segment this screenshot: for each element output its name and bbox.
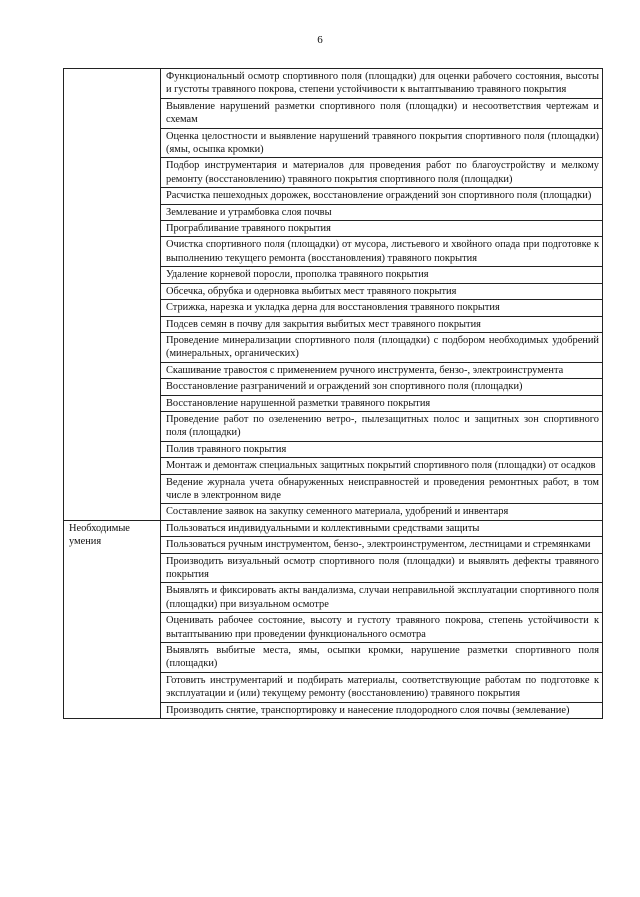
labor-action-text: Обсечка, обрубка и одерновка выбитых мест травяного покрытия [161,283,603,299]
skill-text: Выявлять выбитые места, ямы, осыпки кромки, нарушение разметки спортивного поля (площадки) [161,643,603,673]
page-number: 6 [317,34,323,46]
labor-action-text: Програбливание травяного покрытия [161,221,603,237]
skill-text: Производить визуальный осмотр спортивного поля (площадки) и выявлять дефекты травяного покрытия [161,553,603,583]
skill-text: Выявлять и фиксировать акты вандализма, случаи неправильной эксплуатации спортивного поля (площадки) при визуальном осмотре [161,583,603,613]
section-label-skills: Необходимые умения [64,520,161,718]
labor-action-text: Ведение журнала учета обнаруженных неисправностей и проведения ремонтных работ, в том числе в электронном виде [161,474,603,504]
labor-action-text: Очистка спортивного поля (площадки) от мусора, листьевого и хвойного опада при подготовке к выполнению текущего ремонта (восстановления) травяного покрытия [161,237,603,267]
labor-action-text: Подсев семян в почву для закрытия выбитых мест травяного покрытия [161,316,603,332]
labor-action-text: Проведение работ по озеленению ветро-, пылезащитных полос и защитных зон спортивного поля (площадки) [161,411,603,441]
labor-action-text: Функциональный осмотр спортивного поля (площадки) для оценки рабочего состояния, высоты и густоты травяного покрова, степени устойчивости к вытаптыванию травяного покрытия [161,69,603,99]
labor-action-text: Выявление нарушений разметки спортивного поля (площадки) и несоответствия чертежам и схемам [161,98,603,128]
skill-text: Оценивать рабочее состояние, высоту и густоту травяного покрова, степень устойчивости к вытаптыванию при проведении функционального осмотра [161,613,603,643]
skill-text: Пользоваться ручным инструментом, бензо-, электроинструментом, лестницами и стремянками [161,537,603,553]
labor-action-text: Подбор инструментария и материалов для проведения работ по благоустройству и мелкому ремонту (восстановлению) травяного покрытия спортивного поля (площадки) [161,158,603,188]
labor-action-text: Расчистка пешеходных дорожек, восстановление ограждений зон спортивного поля (площадки) [161,188,603,204]
skill-text: Пользоваться индивидуальными и коллективными средствами защиты [161,520,603,536]
labor-action-text: Оценка целостности и выявление нарушений травяного покрытия спортивного поля (площадки) (ямы, осыпка кромки) [161,128,603,158]
skill-row [64,520,603,536]
labor-action-text: Проведение минерализации спортивного поля (площадки) с подбором необходимых удобрений (минеральных, органических) [161,332,603,362]
labor-action-text: Полив травяного покрытия [161,441,603,457]
labor-action-text: Стрижка, нарезка и укладка дерна для восстановления травяного покрытия [161,300,603,316]
labor-action-text: Удаление корневой поросли, прополка травяного покрытия [161,267,603,283]
labor-action-row [64,69,603,99]
labor-action-text: Восстановление нарушенной разметки травяного покрытия [161,395,603,411]
labor-action-text: Составление заявок на закупку семенного материала, удобрений и инвентаря [161,504,603,520]
skill-text: Готовить инструментарий и подбирать материалы, соответствующие работам по подготовке к эксплуатации и (или) текущему ремонту (восстановлению) травяного покрытия [161,672,603,702]
qualification-table [63,68,603,719]
labor-action-text: Монтаж и демонтаж специальных защитных покрытий спортивного поля (площадки) от осадков [161,458,603,474]
section-label-empty [64,69,161,521]
labor-action-text: Восстановление разграничений и ограждений зон спортивного поля (площадки) [161,379,603,395]
labor-action-text: Землевание и утрамбовка слоя почвы [161,204,603,220]
skill-text: Производить снятие, транспортировку и нанесение плодородного слоя почвы (землевание) [161,702,603,718]
labor-action-text: Скашивание травостоя с применением ручного инструмента, бензо-, электроинструмента [161,362,603,378]
